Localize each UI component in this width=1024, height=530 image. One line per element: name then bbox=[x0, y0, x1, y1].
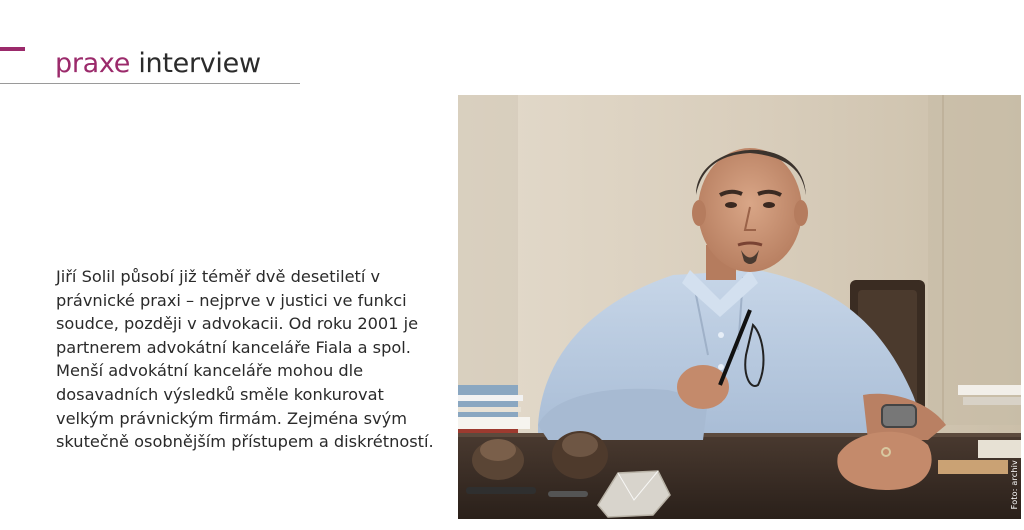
section-accent-bar bbox=[0, 47, 25, 51]
header-divider bbox=[0, 83, 300, 84]
section-name: praxe bbox=[55, 48, 131, 79]
intro-paragraph: Jiří Solil působí již téměř dvě desetiletí v právnické praxi – nejprve v justici ve funkci soudce, později v advokacii. Od roku 2001 je partnerem advokátní kanceláře Fiala a spol. Menší advokátní kanceláře mohou dle dosavadních výsledků směle konkurovat velkým právnickým firmám. Zejména svým skutečně osobnějším přístupem a diskrétností. bbox=[56, 267, 434, 452]
portrait-illustration bbox=[458, 95, 1021, 519]
portrait-photo bbox=[458, 95, 1021, 519]
page-header bbox=[55, 48, 261, 80]
photo-credit: Foto: archiv bbox=[1010, 459, 1019, 509]
section-title: interview bbox=[138, 48, 261, 79]
